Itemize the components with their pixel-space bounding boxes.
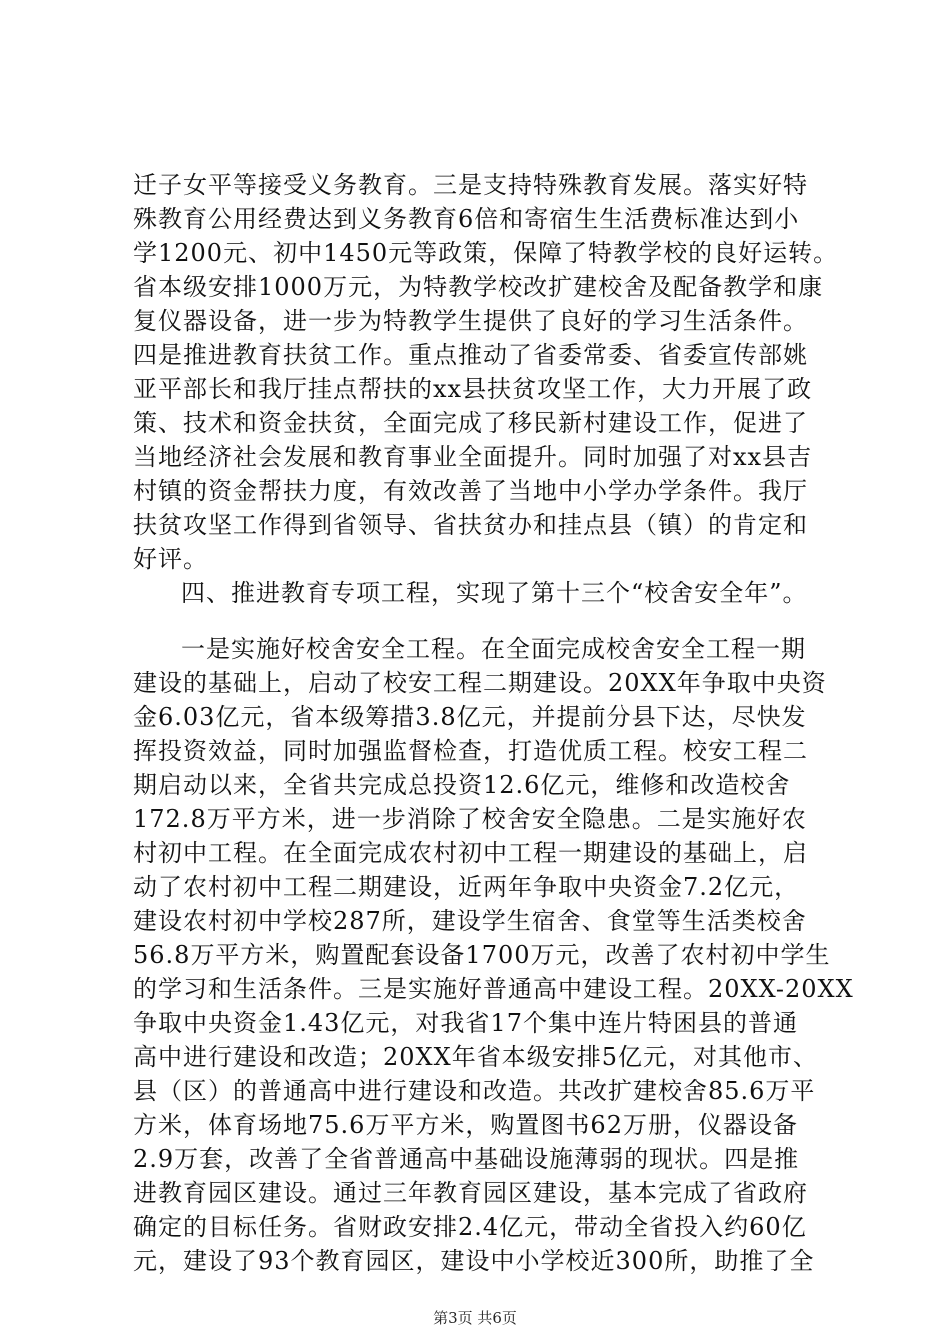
body-line: 迁子女平等接受义务教育。三是支持特殊教育发展。落实好特 xyxy=(133,171,808,199)
body-line: 方米，体育场地75.6万平方米，购置图书62万册，仪器设备 xyxy=(133,1111,798,1139)
body-line: 村初中工程。在全面完成农村初中工程一期建设的基础上，启 xyxy=(133,839,808,867)
body-line: 元，建设了93个教育园区，建设中小学校近300所，助推了全 xyxy=(133,1247,815,1275)
page-number-footer: 第3页 共6页 xyxy=(433,1309,517,1327)
body-line: 2.9万套，改善了全省普通高中基础设施薄弱的现状。四是推 xyxy=(133,1145,800,1173)
body-line: 的学习和生活条件。三是实施好普通高中建设工程。20XX-20XX xyxy=(133,975,854,1003)
body-line: 172.8万平方米，进一步消除了校舍安全隐患。二是实施好农 xyxy=(133,805,807,833)
body-line: 确定的目标任务。省财政安排2.4亿元，带动全省投入约60亿 xyxy=(133,1213,807,1241)
body-line: 县（区）的普通高中进行建设和改造。共改扩建校舍85.6万平 xyxy=(133,1077,816,1105)
section-heading: 四、推进教育专项工程，实现了第十三个“校舍安全年”。 xyxy=(181,579,808,607)
body-line: 建设的基础上，启动了校安工程二期建设。20XX年争取中央资 xyxy=(133,669,827,697)
body-line: 四是推进教育扶贫工作。重点推动了省委常委、省委宣传部姚 xyxy=(133,341,808,369)
body-line: 好评。 xyxy=(133,545,208,573)
body-line: 动了农村初中工程二期建设，近两年争取中央资金7.2亿元， xyxy=(133,873,800,901)
body-line: 建设农村初中学校287所，建设学生宿舍、食堂等生活类校舍 xyxy=(133,907,807,935)
body-line: 期启动以来，全省共完成总投资12.6亿元，维修和改造校舍 xyxy=(133,771,791,799)
body-line: 一是实施好校舍安全工程。在全面完成校舍安全工程一期 xyxy=(181,635,806,663)
body-line: 亚平部长和我厅挂点帮扶的xx县扶贫攻坚工作，大力开展了政 xyxy=(133,375,813,403)
body-line: 当地经济社会发展和教育事业全面提升。同时加强了对xx县吉 xyxy=(133,443,813,471)
body-line: 殊教育公用经费达到义务教育6倍和寄宿生生活费标准达到小 xyxy=(133,205,800,233)
body-line: 扶贫攻坚工作得到省领导、省扶贫办和挂点县（镇）的肯定和 xyxy=(133,511,808,539)
body-line: 高中进行建设和改造；20XX年省本级安排5亿元，对其他市、 xyxy=(133,1043,818,1071)
body-line: 挥投资效益，同时加强监督检查，打造优质工程。校安工程二 xyxy=(133,737,808,765)
body-line: 省本级安排1000万元，为特教学校改扩建校舍及配备教学和康 xyxy=(133,273,824,301)
body-line: 村镇的资金帮扶力度，有效改善了当地中小学办学条件。我厅 xyxy=(133,477,808,505)
body-line: 56.8万平方米，购置配套设备1700万元，改善了农村初中学生 xyxy=(133,941,831,969)
body-line: 进教育园区建设。通过三年教育园区建设，基本完成了省政府 xyxy=(133,1179,808,1207)
body-line: 复仪器设备，进一步为特教学生提供了良好的学习生活条件。 xyxy=(133,307,808,335)
body-line: 争取中央资金1.43亿元，对我省17个集中连片特困县的普通 xyxy=(133,1009,798,1037)
body-line: 金6.03亿元，省本级筹措3.8亿元，并提前分县下达，尽快发 xyxy=(133,703,807,731)
body-line: 学1200元、初中1450元等政策，保障了特教学校的良好运转。 xyxy=(133,239,839,267)
body-line: 策、技术和资金扶贫，全面完成了移民新村建设工作，促进了 xyxy=(133,409,808,437)
